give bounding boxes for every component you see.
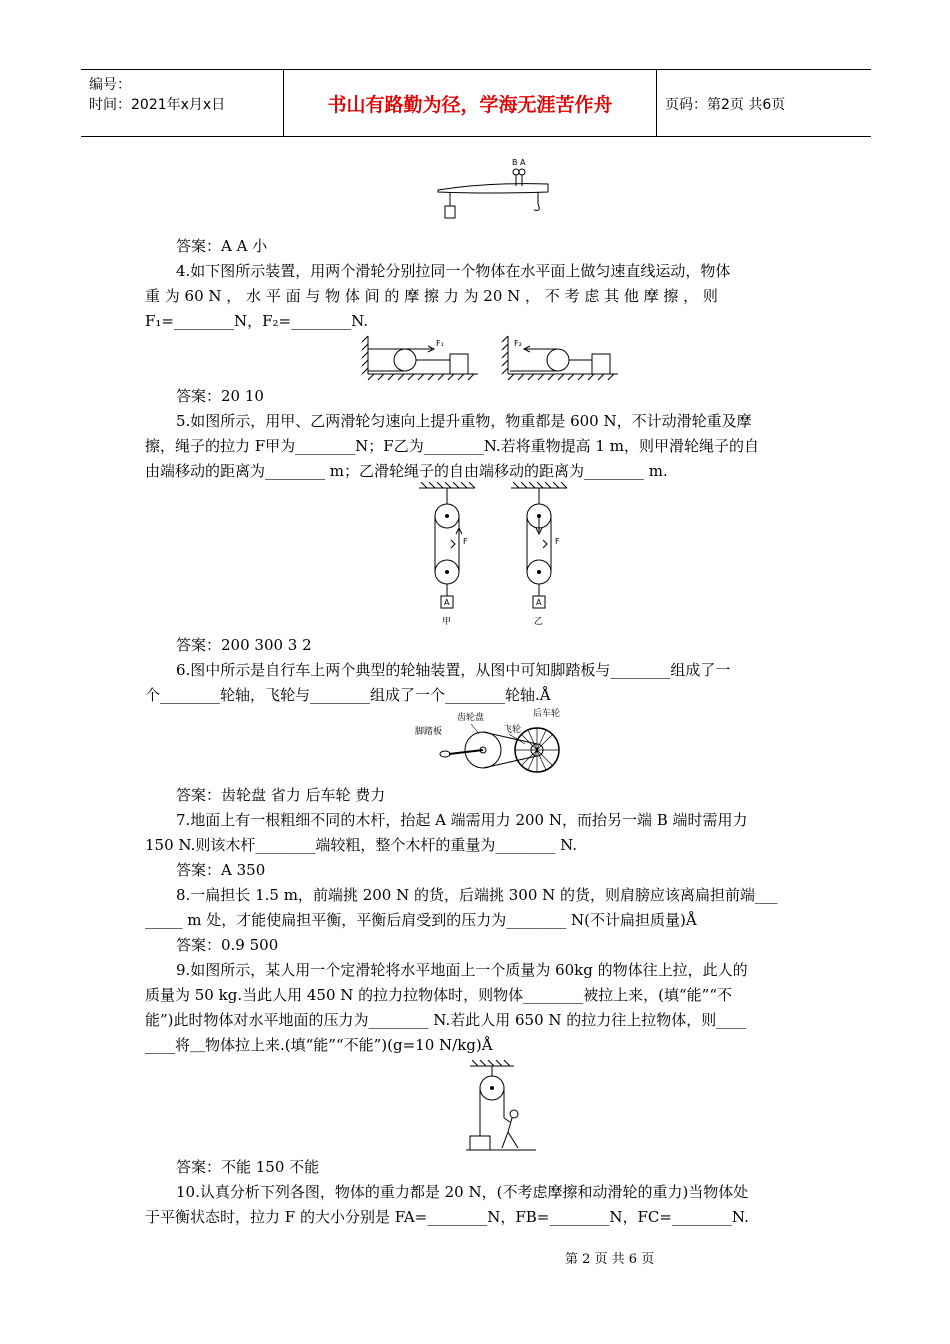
q4-label-f1: F₁ xyxy=(436,339,444,348)
q5-label-f-yi: F xyxy=(555,537,560,546)
page-header xyxy=(81,69,871,137)
q5-line3: 由端移动的距离为________ m；乙滑轮绳子的自由端移动的距离为________ m. xyxy=(145,462,668,480)
q6-line2: 个________轮轴，飞轮与________组成了一个________轮轴.Å xyxy=(145,686,551,704)
q6-figure xyxy=(415,704,575,780)
q9-answer: 答案：不能 150 不能 xyxy=(176,1158,320,1176)
q4-line2: 重 为 60 N ， 水 平 面 与 物 体 间 的 摩 擦 力 为 20 N ， 不 考 虑 其 他 摩 擦 ， 则 xyxy=(145,287,718,305)
q4-answer: 答案：20 10 xyxy=(176,387,264,405)
q3-label-b: B xyxy=(512,158,518,167)
q6-line1: 6.图中所示是自行车上两个典型的轮轴装置，从图中可知脚踏板与________组成了一 xyxy=(176,661,731,679)
q3-figure xyxy=(430,156,560,228)
q8-line2: _____ m 处，才能使扁担平衡，平衡后肩受到的压力为________ N(不计扁担质量)Å xyxy=(145,911,697,929)
q5-label-yi: 乙 xyxy=(534,617,544,627)
q7-answer: 答案：A 350 xyxy=(176,861,266,879)
q6-label-flywheel: 飞轮 xyxy=(503,725,522,735)
q10-line2: 于平衡状态时，拉力 F 的大小分别是 FA=________N，FB=________N，FC=________N. xyxy=(145,1208,749,1226)
q4-figure xyxy=(360,332,620,382)
q8-answer: 答案：0.9 500 xyxy=(176,936,279,954)
q9-line4: ____将＿物体拉上来.(填“能”“不能”)(g=10 N/kg)Å xyxy=(145,1036,493,1054)
q3-answer: 答案：A A 小 xyxy=(176,237,268,255)
page-footer: 第 2 页 共 6 页 xyxy=(565,1252,655,1267)
q9-line3: 能”)此时物体对水平地面的压力为________ N.若此人用 650 N 的拉力往上拉物体，则____ xyxy=(145,1011,747,1029)
q5-label-f-jia: F xyxy=(463,537,468,546)
time-label: 时间：2021年x月x日 xyxy=(89,97,226,113)
q6-label-rearwheel: 后车轮 xyxy=(533,709,561,719)
q9-line2: 质量为 50 kg.当此人用 450 N 的拉力拉物体时，则物体________被拉上来，(填“能”“不 xyxy=(145,986,733,1004)
q4-line3: F₁=________N，F₂=________N. xyxy=(145,312,369,330)
q6-answer: 答案：齿轮盘 省力 后车轮 费力 xyxy=(176,786,386,804)
q7-line2: 150 N.则该木杆________端较粗，整个木杆的重量为________ N. xyxy=(145,836,578,854)
q6-label-chainring: 齿轮盘 xyxy=(457,713,485,723)
header-motto-cell xyxy=(284,70,657,136)
q5-label-a-jia: A xyxy=(444,598,450,607)
q9-figure xyxy=(462,1058,552,1152)
q10-line1: 10.认真分析下列各图，物体的重力都是 20 N，(不考虑摩擦和动滑轮的重力)当物体处 xyxy=(176,1183,749,1201)
q5-answer: 答案：200 300 3 2 xyxy=(176,636,312,654)
q5-line1: 5.如图所示，用甲、乙两滑轮匀速向上提升重物，物重都是 600 N，不计动滑轮重及摩 xyxy=(176,412,752,430)
q3-label-a: A xyxy=(520,158,526,167)
header-page-cell xyxy=(657,70,871,136)
number-label: 编号： xyxy=(89,77,131,93)
q5-figure xyxy=(415,482,575,630)
q7-line1: 7.地面上有一根粗细不同的木杆，抬起 A 端需用力 200 N，而抬另一端 B 端时需用力 xyxy=(176,811,748,829)
header-info-cell xyxy=(81,70,284,136)
q8-line1: 8.一扁担长 1.5 m，前端挑 200 N 的货，后端挑 300 N 的货，则肩膀应该离扁担前端___ xyxy=(176,886,778,904)
q5-label-a-yi: A xyxy=(536,598,542,607)
q4-label-f2: F₂ xyxy=(514,339,522,348)
q6-label-pedal: 脚踏板 xyxy=(415,727,443,737)
q5-line2: 擦，绳子的拉力 F甲为________N；F乙为________N.若将重物提高 1 m，则甲滑轮绳子的自 xyxy=(145,437,759,455)
q9-line1: 9.如图所示，某人用一个定滑轮将水平地面上一个质量为 60kg 的物体往上拉，此人的 xyxy=(176,961,748,979)
q4-line1: 4.如下图所示装置，用两个滑轮分别拉同一个物体在水平面上做匀速直线运动，物体 xyxy=(176,262,731,280)
q5-label-jia: 甲 xyxy=(442,617,452,627)
page-label: 页码：第2页 共6页 xyxy=(665,97,786,113)
motto: 书山有路勤为径，学海无涯苦作舟 xyxy=(327,94,613,116)
